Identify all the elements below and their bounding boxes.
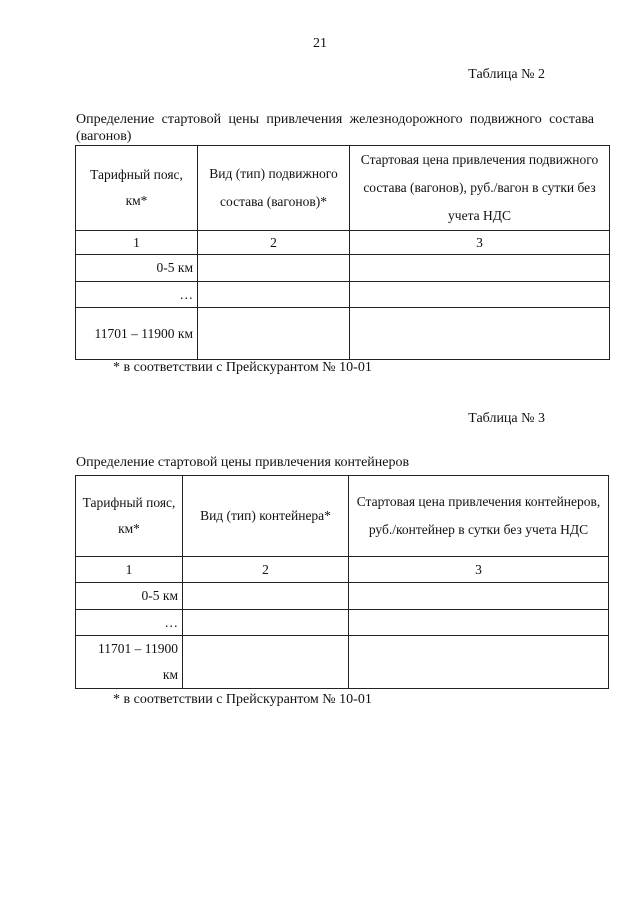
table-3-empty-cell <box>349 636 609 689</box>
table-2-empty-cell <box>198 308 350 360</box>
table-2-caption: Определение стартовой цены привлечения железнодорожного подвижного состава (вагонов) <box>76 112 594 144</box>
table-2-zone-cell: … <box>76 282 198 308</box>
table-2-label: Таблица № 2 <box>468 67 545 82</box>
table-2-empty-cell <box>350 255 610 282</box>
table-2-empty-cell <box>350 308 610 360</box>
table-3-header-price: Стартовая цена привлечения контейнеров, руб./контейнер в сутки без учета НДС <box>349 476 609 557</box>
table-2-footnote: * в соответствии с Прейскурантом № 10-01 <box>113 360 372 375</box>
table-row <box>76 308 610 360</box>
table-3-zone-cell: … <box>76 610 183 636</box>
table-row <box>76 282 610 308</box>
table-3-header-type: Вид (тип) контейнера* <box>183 476 349 557</box>
table-3-empty-cell <box>349 610 609 636</box>
table-3-empty-cell <box>183 610 349 636</box>
table-row <box>76 255 610 282</box>
table-2-empty-cell <box>198 282 350 308</box>
table-3-zone-cell: 0-5 км <box>76 583 183 610</box>
page-number: 21 <box>313 36 327 51</box>
table-2 <box>75 145 610 360</box>
table-2-header-zone: Тарифный пояс, км* <box>76 146 198 231</box>
table-2-header-row <box>76 146 610 231</box>
table-3-empty-cell <box>183 583 349 610</box>
table-2-zone-cell: 11701 – 11900 км <box>76 308 198 360</box>
table-2-zone-cell: 0-5 км <box>76 255 198 282</box>
table-2-header-price: Стартовая цена привлечения подвижного состава (вагонов), руб./вагон в сутки без учета НДС <box>350 146 610 231</box>
table-3-caption: Определение стартовой цены привлечения контейнеров <box>76 455 410 470</box>
table-2-col-number: 2 <box>198 231 350 255</box>
table-3-header-zone: Тарифный пояс, км* <box>76 476 183 557</box>
table-3-col-number: 3 <box>349 557 609 583</box>
table-2-header-type: Вид (тип) подвижного состава (вагонов)* <box>198 146 350 231</box>
table-2-col-number: 1 <box>76 231 198 255</box>
table-2-empty-cell <box>350 282 610 308</box>
table-3-header-row <box>76 476 609 557</box>
table-3-col-number: 2 <box>183 557 349 583</box>
table-3-number-row <box>76 557 609 583</box>
table-2-col-number: 3 <box>350 231 610 255</box>
table-2-number-row <box>76 231 610 255</box>
table-3 <box>75 475 609 689</box>
table-3-empty-cell <box>183 636 349 689</box>
table-3-empty-cell <box>349 583 609 610</box>
table-row <box>76 610 609 636</box>
table-row <box>76 583 609 610</box>
table-3-col-number: 1 <box>76 557 183 583</box>
table-2-empty-cell <box>198 255 350 282</box>
table-3-zone-cell: 11701 – 11900 км <box>76 636 183 689</box>
table-row <box>76 636 609 689</box>
table-3-footnote: * в соответствии с Прейскурантом № 10-01 <box>113 692 372 707</box>
table-3-label: Таблица № 3 <box>468 411 545 426</box>
